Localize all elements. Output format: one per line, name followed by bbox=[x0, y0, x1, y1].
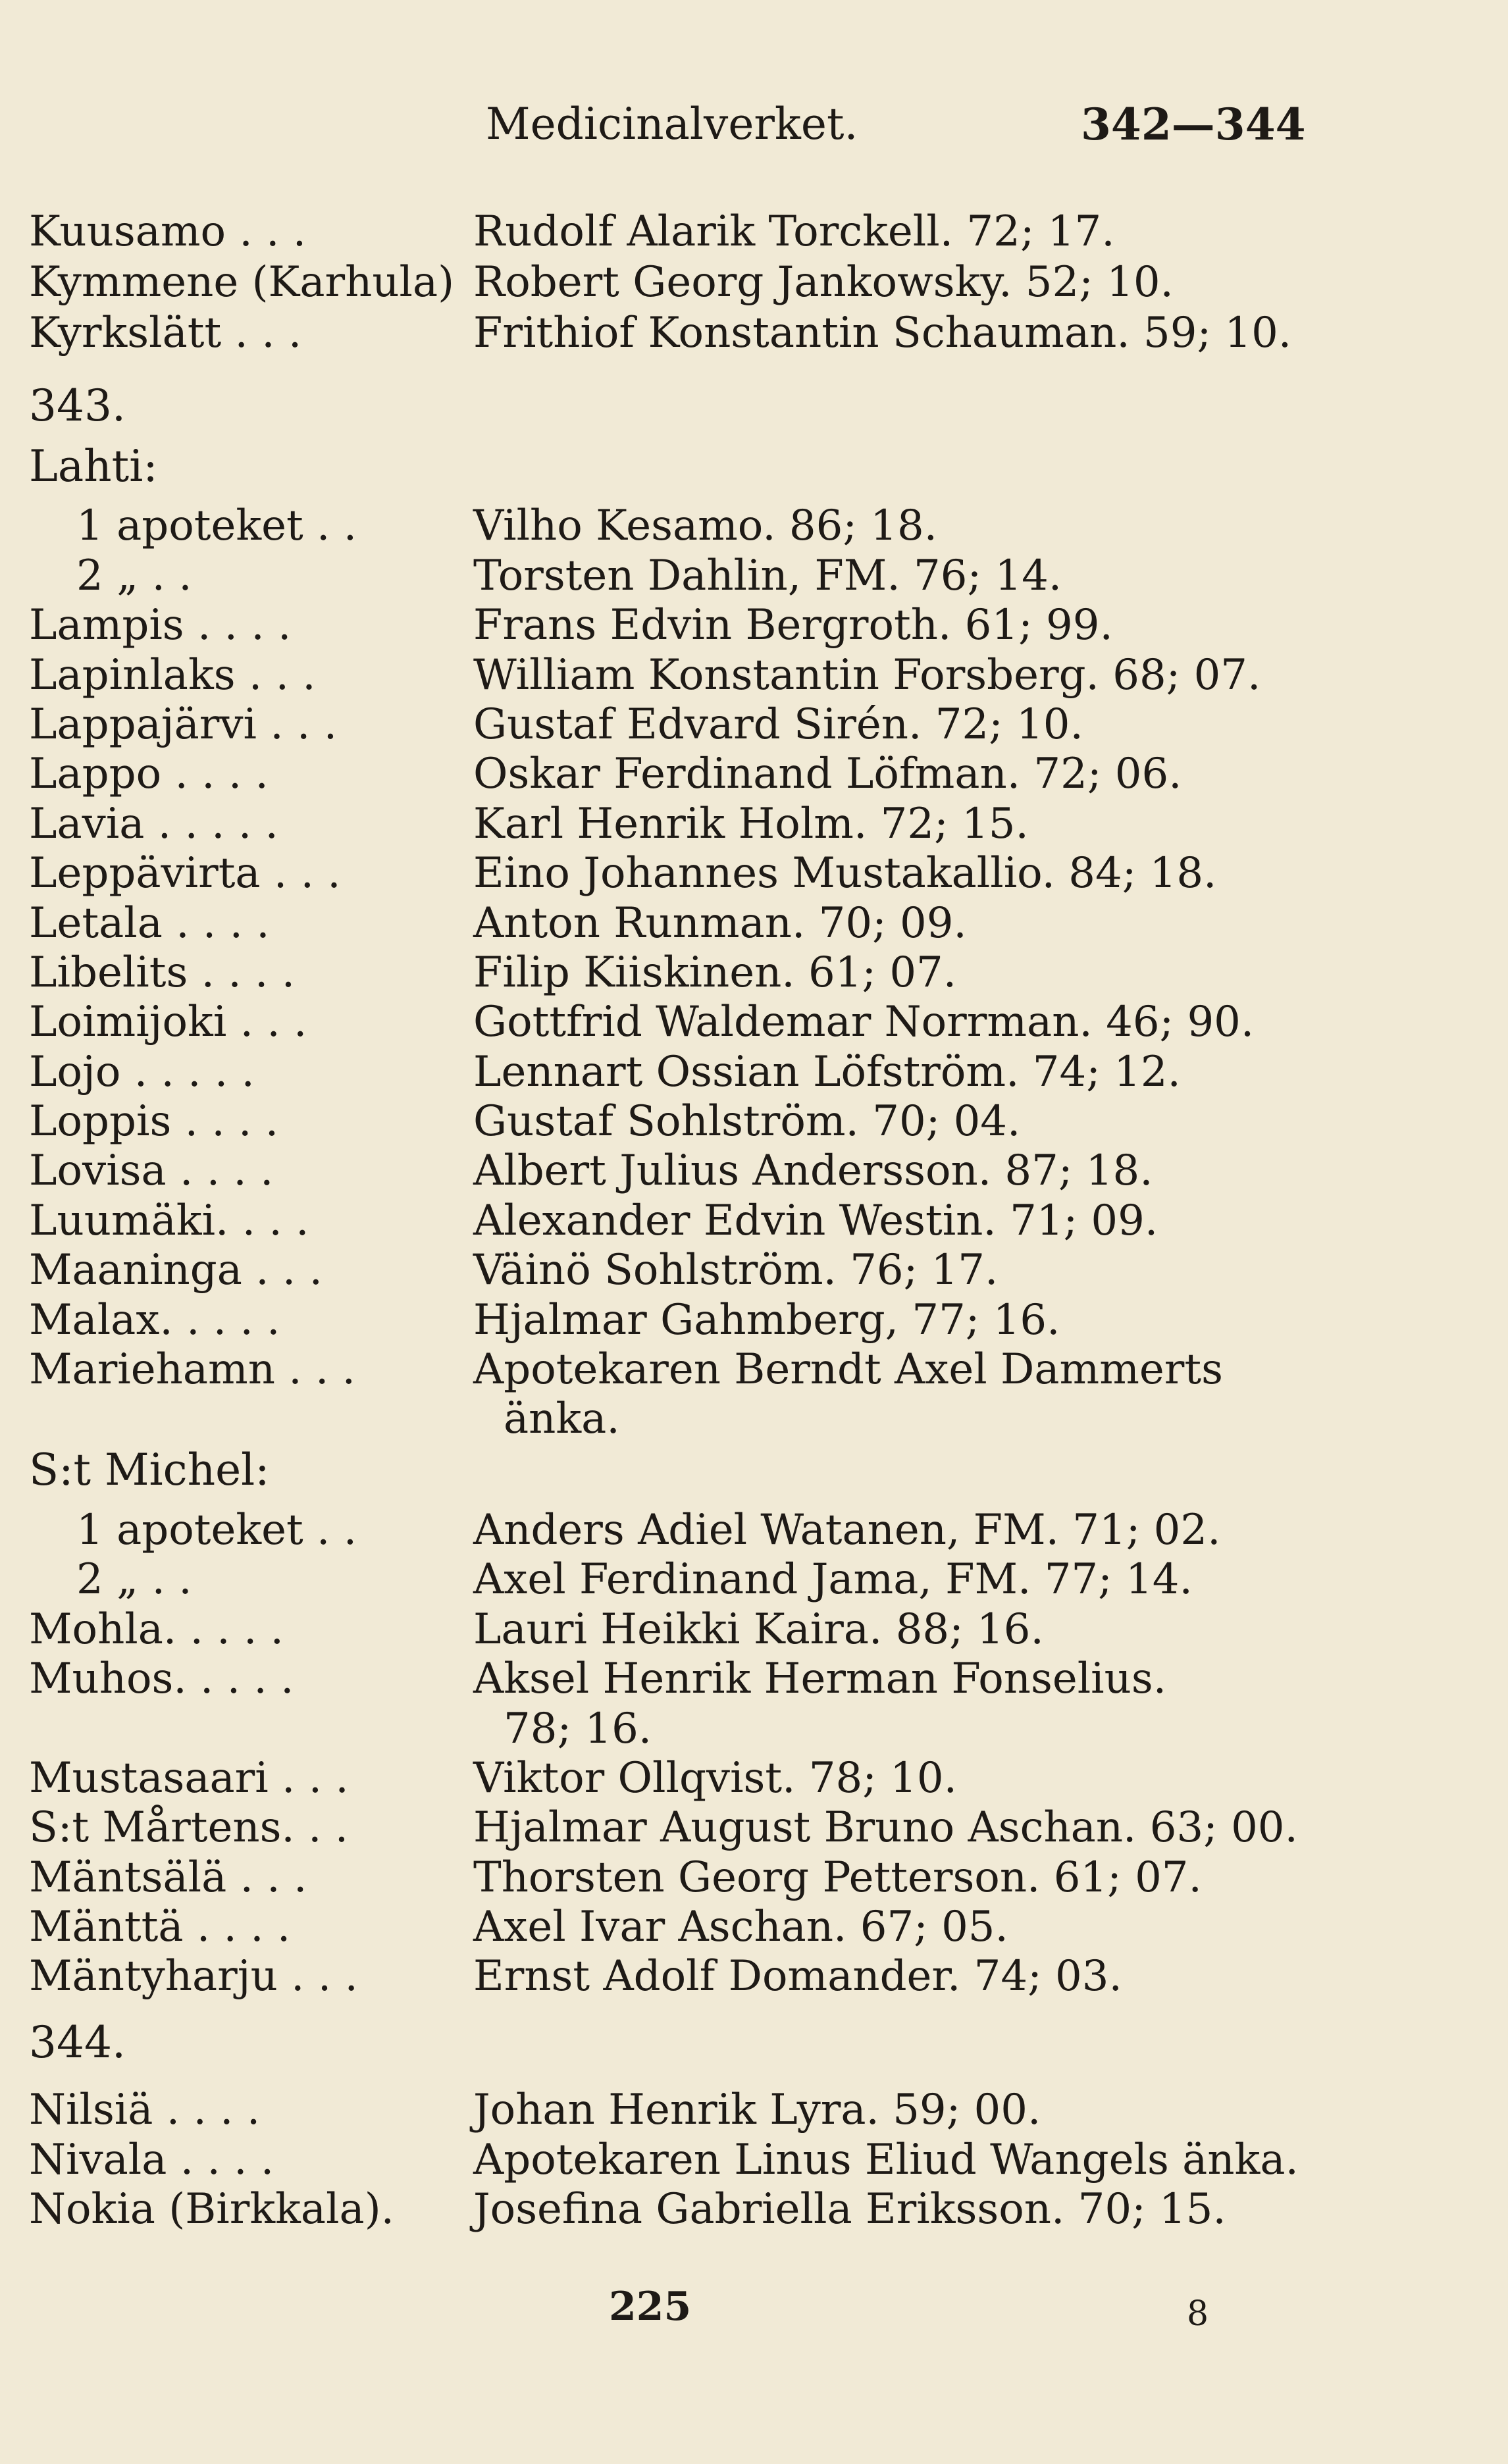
entry-row bbox=[29, 1655, 1477, 1705]
pharmacist: Gottfrid Waldemar Norrman. 46; 90. bbox=[473, 998, 1255, 1046]
signature-mark: 8 bbox=[1187, 2294, 1209, 2334]
place-name: Lavia . . . . . bbox=[29, 800, 278, 848]
pharmacist: Aksel Henrik Herman Fonselius. bbox=[473, 1655, 1167, 1703]
entry-row bbox=[29, 750, 1477, 800]
pharmacist: Karl Henrik Holm. 72; 15. bbox=[473, 800, 1029, 848]
place-name: Mäntyharju . . . bbox=[29, 1952, 358, 2001]
entry-row bbox=[29, 1903, 1477, 1953]
place-name: Kymmene (Karhula) bbox=[29, 258, 455, 307]
pharmacist: Johan Henrik Lyra. 59; 00. bbox=[473, 2086, 1041, 2134]
entry-row bbox=[29, 948, 1477, 998]
pharmacist: Alexander Edvin Westin. 71; 09. bbox=[473, 1196, 1158, 1245]
pharmacist: Axel Ivar Aschan. 67; 05. bbox=[473, 1903, 1008, 1951]
place-name: Lojo . . . . . bbox=[29, 1048, 255, 1096]
place-name: Lappajärvi . . . bbox=[29, 700, 338, 749]
entry-row bbox=[29, 309, 1477, 359]
entry-row bbox=[29, 800, 1477, 850]
place-name: Nivala . . . . bbox=[29, 2136, 274, 2184]
entry-row bbox=[29, 207, 1477, 257]
place-name: Lampis . . . . bbox=[29, 601, 292, 650]
page-number: 225 bbox=[609, 2284, 692, 2330]
entry-row bbox=[29, 1555, 1477, 1605]
entry-row bbox=[29, 651, 1477, 701]
pharmacist: Lennart Ossian Löfström. 74; 12. bbox=[473, 1048, 1181, 1096]
section-number: 343. bbox=[29, 380, 126, 431]
pharmacist: Gustaf Edvard Sirén. 72; 10. bbox=[473, 700, 1083, 749]
place-name: Leppävirta . . . bbox=[29, 849, 341, 898]
place-name: S:t Mårtens. . . bbox=[29, 1803, 349, 1852]
pharmacist: Vilho Kesamo. 86; 18. bbox=[473, 501, 937, 550]
header-title: Medicinalverket. bbox=[486, 99, 858, 149]
place-name: Nokia (Birkkala). bbox=[29, 2185, 394, 2234]
entry-row bbox=[29, 2136, 1477, 2186]
pharmacist: Väinö Sohlström. 76; 17. bbox=[473, 1246, 999, 1295]
entry-row bbox=[29, 601, 1477, 651]
place-name: 1 apoteket . . bbox=[76, 1506, 357, 1554]
entry-row bbox=[29, 258, 1477, 308]
entry-row bbox=[29, 1803, 1477, 1853]
pharmacist: Apotekaren Linus Eliud Wangels änka. bbox=[473, 2136, 1299, 2184]
group-heading: S:t Michel: bbox=[29, 1445, 270, 1495]
place-name: Kyrkslätt . . . bbox=[29, 309, 302, 357]
pharmacist: Rudolf Alarik Torckell. 72; 17. bbox=[473, 207, 1115, 256]
pharmacist: Frans Edvin Bergroth. 61; 99. bbox=[473, 601, 1113, 650]
pharmacist: Filip Kiiskinen. 61; 07. bbox=[473, 948, 957, 997]
entry-row bbox=[29, 849, 1477, 899]
pharmacist: Apotekaren Berndt Axel Dammerts bbox=[473, 1345, 1223, 1394]
entry-row bbox=[29, 1097, 1477, 1147]
entry-row bbox=[29, 1605, 1477, 1655]
place-name: Lovisa . . . . bbox=[29, 1146, 274, 1195]
pharmacist: Hjalmar Gahmberg, 77; 16. bbox=[473, 1296, 1060, 1345]
entry-row bbox=[29, 1196, 1477, 1246]
place-name: 1 apoteket . . bbox=[76, 501, 357, 550]
pharmacist: Axel Ferdinand Jama, FM. 77; 14. bbox=[473, 1555, 1193, 1604]
place-name: Muhos. . . . . bbox=[29, 1655, 294, 1703]
place-name: Letala . . . . bbox=[29, 899, 270, 948]
place-name: Maaninga . . . bbox=[29, 1246, 323, 1295]
pharmacist: Hjalmar August Bruno Aschan. 63; 00. bbox=[473, 1803, 1298, 1852]
pharmacist: Lauri Heikki Kaira. 88; 16. bbox=[473, 1605, 1044, 1654]
pharmacist: Josefina Gabriella Eriksson. 70; 15. bbox=[473, 2185, 1226, 2234]
place-name: Mohla. . . . . bbox=[29, 1605, 284, 1654]
place-name: 2 „ . . bbox=[76, 552, 192, 600]
entry-row bbox=[29, 501, 1477, 552]
entry-row bbox=[29, 899, 1477, 949]
pharmacist: Frithiof Konstantin Schauman. 59; 10. bbox=[473, 309, 1292, 357]
pharmacist: Torsten Dahlin, FM. 76; 14. bbox=[473, 552, 1062, 600]
pharmacist: Albert Julius Andersson. 87; 18. bbox=[473, 1146, 1153, 1195]
place-name: 2 „ . . bbox=[76, 1555, 192, 1604]
place-name: Loppis . . . . bbox=[29, 1097, 279, 1146]
group-heading: Lahti: bbox=[29, 441, 158, 492]
place-name: Kuusamo . . . bbox=[29, 207, 307, 256]
place-name: Lappo . . . . bbox=[29, 750, 269, 798]
pharmacist: Gustaf Sohlström. 70; 04. bbox=[473, 1097, 1021, 1146]
pharmacist: William Konstantin Forsberg. 68; 07. bbox=[473, 651, 1261, 700]
place-name: Libelits . . . . bbox=[29, 948, 296, 997]
entry-row bbox=[29, 1952, 1477, 2002]
pharmacist: Robert Georg Jankowsky. 52; 10. bbox=[473, 258, 1174, 307]
pharmacist: Viktor Ollqvist. 78; 10. bbox=[473, 1754, 957, 1803]
entry-row bbox=[29, 2086, 1477, 2136]
place-name: Loimijoki . . . bbox=[29, 998, 307, 1046]
continuation-line: änka. bbox=[504, 1395, 620, 1443]
entry-row bbox=[29, 1246, 1477, 1296]
place-name: Mariehamn . . . bbox=[29, 1345, 355, 1394]
place-name: Nilsiä . . . . bbox=[29, 2086, 261, 2134]
place-name: Mänttä . . . . bbox=[29, 1903, 291, 1951]
entry-row bbox=[29, 1853, 1477, 1903]
entry-row bbox=[29, 1754, 1477, 1804]
place-name: Malax. . . . . bbox=[29, 1296, 280, 1345]
entry-row bbox=[29, 552, 1477, 602]
continuation-line: 78; 16. bbox=[504, 1705, 652, 1753]
place-name: Mustasaari . . . bbox=[29, 1754, 349, 1803]
entry-row bbox=[29, 1506, 1477, 1556]
pharmacist: Eino Johannes Mustakallio. 84; 18. bbox=[473, 849, 1217, 898]
pharmacist: Anders Adiel Watanen, FM. 71; 02. bbox=[473, 1506, 1221, 1554]
place-name: Lapinlaks . . . bbox=[29, 651, 316, 700]
entry-row bbox=[29, 700, 1477, 750]
entry-row bbox=[29, 2185, 1477, 2235]
section-number: 344. bbox=[29, 2017, 126, 2068]
entry-row bbox=[29, 1146, 1477, 1196]
pharmacist: Thorsten Georg Petterson. 61; 07. bbox=[473, 1853, 1202, 1902]
pharmacist: Ernst Adolf Domander. 74; 03. bbox=[473, 1952, 1122, 2001]
entry-row bbox=[29, 1048, 1477, 1098]
place-name: Luumäki. . . . bbox=[29, 1196, 309, 1245]
pharmacist: Anton Runman. 70; 09. bbox=[473, 899, 967, 948]
entry-row bbox=[29, 998, 1477, 1048]
header-page-range: 342—344 bbox=[1081, 99, 1306, 150]
place-name: Mäntsälä . . . bbox=[29, 1853, 307, 1902]
entry-row bbox=[29, 1296, 1477, 1346]
entry-row bbox=[29, 1345, 1477, 1395]
pharmacist: Oskar Ferdinand Löfman. 72; 06. bbox=[473, 750, 1182, 798]
